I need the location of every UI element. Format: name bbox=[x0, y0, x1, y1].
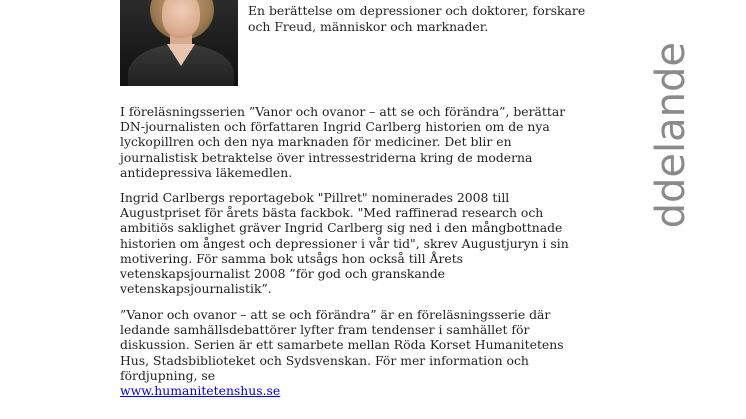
paragraph-book: Ingrid Carlbergs reportagebok "Pillret" nominerades 2008 till Augustpriset för årets bästa fackbok. "Med raffinerad research och ambitiös saklighet gräver Ingrid Carlberg sig ned i den mångbottnade historien om ångest och depressioner i vår tid", skrev Augustjuryn i sin motivering. För samma bok utsågs hon också till Årets vetenskapsjournalist 2008 ”för god och granskande vetenskapsjournalistik”. bbox=[120, 190, 569, 297]
intro-text: En berättelse om depressioner och doktorer, forskare och Freud, människor och marknader. bbox=[248, 3, 586, 34]
side-heading bbox=[648, 0, 696, 228]
portrait-face bbox=[162, 0, 200, 38]
paragraph-series bbox=[120, 307, 590, 398]
side-heading-text: ddelande bbox=[648, 41, 694, 228]
paragraph-series-text: ”Vanor och ovanor – att se och förändra” är en föreläsningsserie där ledande samhällsdebattörer lyfter fram tendenser i samhället för diskussion. Serien är ett samarbete mellan Röda Korset Humanitetens Hus, Stadsbiblioteket och Sydsvenskan. För mer information och fördjupning, se bbox=[120, 307, 564, 383]
portrait-photo bbox=[120, 0, 238, 86]
paragraph-lecture: I föreläsningsserien ”Vanor och ovanor – att se och förändra”, berättar DN-journalisten och författaren Ingrid Carlberg historien om de nya lyckopillren och den nya marknaden för mediciner. Det blir en journalistisk betraktelse över intressestriderna kring de moderna antidepressiva läkemedlen. bbox=[120, 104, 566, 180]
website-link[interactable]: www.humanitetenshus.se bbox=[120, 383, 281, 399]
